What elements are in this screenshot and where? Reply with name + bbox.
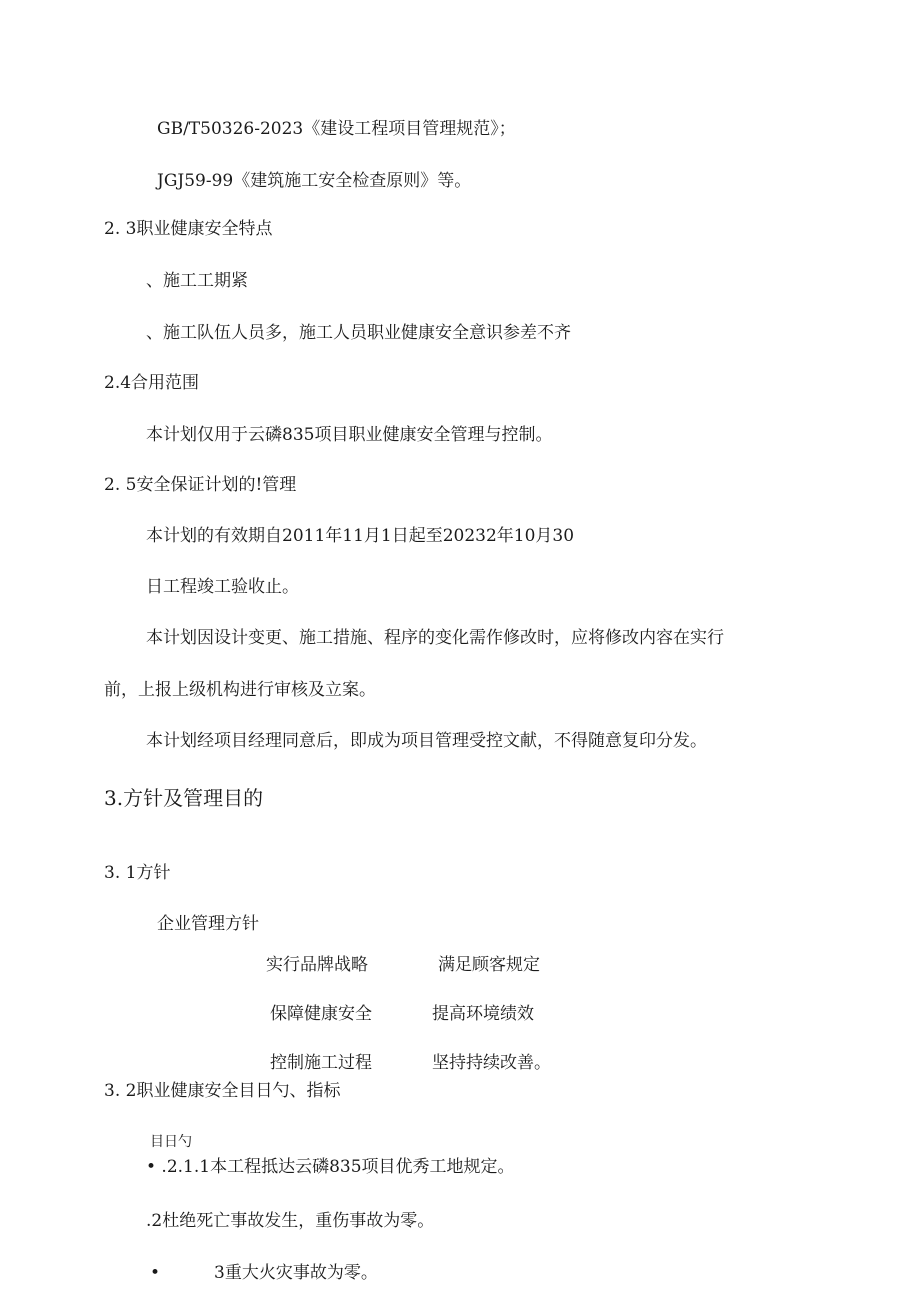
paragraph: 本计划经项目经理同意后，即成为项目管理受控文献，不得随意复印分发。 — [146, 731, 707, 751]
section-heading-2-5: 2. 5安全保证计划的!管理 — [104, 475, 297, 495]
list-item: • .2.1.1本工程抵达云磷835项目优秀工地规定。 — [146, 1157, 515, 1177]
list-item: 3重大火灾事故为零。 — [214, 1263, 378, 1283]
list-item: 、施工工期紧 — [146, 271, 248, 291]
section-heading-2-3: 2. 3职业健康安全特点 — [104, 219, 273, 239]
policy-item: 实行品牌战略 — [266, 955, 368, 975]
policy-item: 保障健康安全 — [270, 1004, 372, 1024]
list-item: .2杜绝死亡事故发生，重伤事故为零。 — [146, 1211, 435, 1231]
paragraph: 前，上报上级机构进行审核及立案。 — [104, 680, 376, 700]
policy-item: 满足顾客规定 — [438, 955, 540, 975]
standard-reference-gb: GB/T50326-2023《建设工程项目管理规范》； — [157, 119, 516, 139]
paragraph: 本计划仅用于云磷835项目职业健康安全管理与控制。 — [146, 425, 553, 445]
paragraph: 日工程竣工验收止。 — [146, 577, 299, 597]
bullet-marker: • — [150, 1263, 161, 1283]
section-heading-3-1: 3. 1方针 — [104, 863, 171, 883]
paragraph: 本计划因设计变更、施工措施、程序的变化需作修改时，应将修改内容在实行 — [146, 628, 724, 648]
paragraph: 本计划的有效期自2011年11月1日起至20232年10月30 — [146, 526, 575, 546]
subheading: 目日勺 — [150, 1134, 192, 1150]
policy-item: 控制施工过程 — [270, 1053, 372, 1073]
section-heading-3-2: 3. 2职业健康安全目日勺、指标 — [104, 1081, 341, 1101]
list-item: 、施工队伍人员多，施工人员职业健康安全意识参差不齐 — [146, 323, 571, 343]
policy-title: 企业管理方针 — [157, 914, 259, 934]
section-heading-2-4: 2.4合用范围 — [104, 373, 200, 393]
standard-reference-jgj: JGJ59-99《建筑施工安全检查原则》等。 — [157, 171, 472, 191]
policy-item: 坚持持续改善。 — [432, 1053, 551, 1073]
chapter-heading-3: 3.方针及管理目的 — [104, 786, 264, 810]
policy-item: 提高环境绩效 — [432, 1004, 534, 1024]
